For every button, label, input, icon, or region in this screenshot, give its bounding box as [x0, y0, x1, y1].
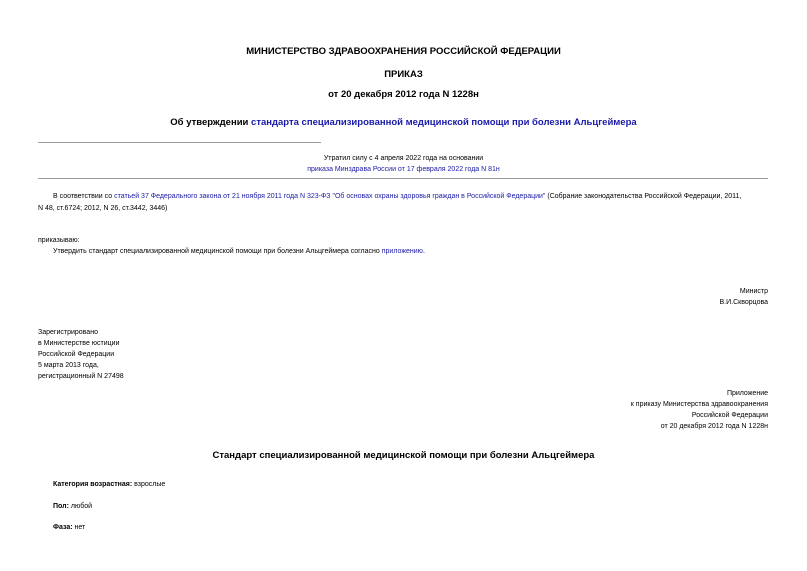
preamble-line1	[53, 191, 773, 202]
field-value: нет	[72, 524, 86, 531]
federal-law-link[interactable]: статьей 37 Федерального закона от 21 ноября 2011 года N 323-ФЗ "Об основах охраны здоровья граждан в Российской Федерации"	[114, 193, 546, 200]
ministry-title: МИНИСТЕРСТВО ЗДРАВООХРАНЕНИЯ РОССИЙСКОЙ ФЕДЕРАЦИИ	[246, 46, 561, 57]
repeal-order-link[interactable]: приказа Минздрава России от 17 февраля 2022 года N 81н	[307, 166, 500, 173]
status-note-line1: Утратил силу с 4 апреля 2022 года на основании	[323, 155, 484, 162]
field-value: взрослые	[132, 481, 166, 488]
field-phase	[53, 522, 85, 533]
document-title-prefix: Об утверждении	[170, 117, 252, 128]
registration-line: Российской Федерации	[38, 351, 115, 358]
field-label: Категория возрастная:	[53, 481, 133, 488]
appendix-line: Российской Федерации	[691, 412, 768, 419]
standard-link[interactable]: стандарта специализированной медицинской помощи при болезни Альцгеймера	[251, 117, 637, 128]
preamble-line2: N 48, ст.6724; 2012, N 26, ст.3442, 3446)	[38, 205, 168, 212]
registration-line: Зарегистрировано	[38, 329, 98, 336]
divider-bottom	[38, 178, 768, 179]
field-age-category	[53, 479, 165, 490]
signature-name: В.И.Скворцова	[719, 299, 768, 306]
registration-line: 5 марта 2013 года,	[38, 362, 99, 369]
order-approve	[53, 246, 425, 257]
appendix-block	[500, 388, 768, 432]
appendix-line: Приложение	[726, 390, 768, 397]
order-type: ПРИКАЗ	[384, 69, 423, 80]
order-date: от 20 декабря 2012 года N 1228н	[328, 89, 479, 100]
appendix-line: к приказу Министерства здравоохранения	[630, 401, 768, 408]
preamble-prefix: В соответствии со	[53, 193, 115, 200]
order-approve-prefix: Утвердить стандарт специализированной медицинской помощи при болезни Альцгеймера согласно	[53, 248, 382, 255]
order-approve-suffix: .	[422, 248, 425, 255]
status-note-line2	[0, 164, 807, 175]
document-title	[0, 117, 807, 128]
appendix-link[interactable]: приложению	[381, 248, 423, 255]
order-command: приказываю:	[38, 237, 80, 244]
field-value: любой	[68, 503, 93, 510]
field-label: Фаза:	[53, 524, 73, 531]
registration-line: в Министерстве юстиции	[38, 340, 120, 347]
registration-block	[38, 327, 124, 382]
field-label: Пол:	[53, 503, 69, 510]
preamble-suffix: (Собрание законодательства Российской Федерации, 2011,	[545, 193, 742, 200]
appendix-line: от 20 декабря 2012 года N 1228н	[660, 423, 768, 430]
registration-line: регистрационный N 27498	[38, 373, 124, 380]
signature-position: Министр	[739, 288, 768, 295]
standard-title: Стандарт специализированной медицинской помощи при болезни Альцгеймера	[212, 450, 595, 461]
divider-top	[38, 142, 321, 143]
field-sex	[53, 501, 92, 512]
